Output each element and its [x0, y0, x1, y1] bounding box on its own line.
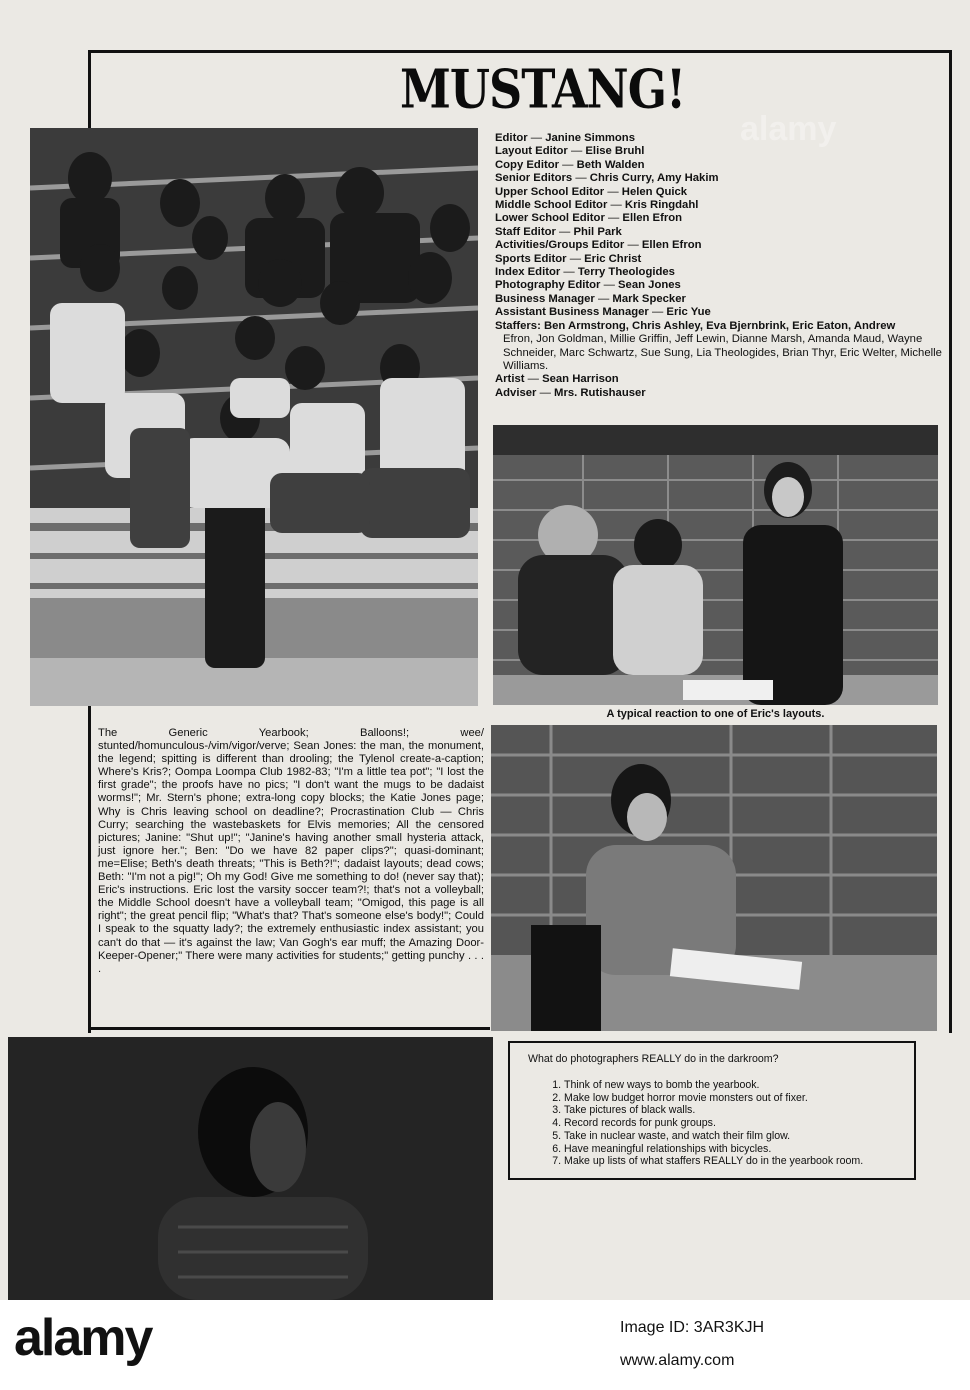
masthead-name: Sean Jones	[618, 279, 681, 292]
site-url: www.alamy.com	[620, 1352, 735, 1369]
masthead-role: Activities/Groups Editor	[495, 239, 625, 252]
dark-portrait-photo	[8, 1037, 493, 1300]
masthead-row	[495, 186, 945, 199]
masthead-name: Eric Christ	[584, 252, 642, 265]
list-item: 6. Have meaningful relationships with bicycles.	[564, 1143, 900, 1156]
student-writing-photo	[491, 725, 937, 1031]
list-item: 1. Think of new ways to bomb the yearbook.	[564, 1079, 900, 1092]
masthead-name: Chris Curry, Amy Hakim	[589, 172, 719, 185]
photo-caption: A typical reaction to one of Eric's layouts.	[606, 708, 825, 720]
masthead-name: Eric Yue	[666, 306, 711, 319]
image-id: Image ID: 3AR3KJH	[620, 1319, 765, 1336]
masthead-row	[495, 279, 945, 292]
list-item: 3. Take pictures of black walls.	[564, 1104, 900, 1117]
layout-reaction-photo	[493, 425, 938, 705]
masthead-name: Ellen Efron	[641, 239, 702, 252]
masthead-dash: —	[539, 386, 551, 399]
masthead-name: Phil Park	[573, 225, 622, 238]
page-title: MUSTANG!	[400, 58, 686, 121]
masthead-row	[495, 293, 945, 306]
masthead-role: Upper School Editor	[495, 185, 605, 198]
masthead-dash: —	[563, 266, 575, 279]
watermark-ghost: alamy	[740, 110, 837, 148]
story-text: The Generic Yearbook; Balloons!; wee/ stunted/homunculous-/vim/vigor/verve; Sean Jones: the man, the monument, the legend; spitting is different than drooling; the Tylenol create-a-caption; Where's Kris?; Oompa Loompa Club 1982-83; "I'm a little tea pot"; "I lost the first grade"; the proofs have no pics; "I don't want the mugs to be dadaist worms!"; Mr. Stern's phone; extra-long copy blocks; the Katie Jones page; Why is Chris leaving school on deadline?; Procrastination Club — Chris Curry; searching the wastebaskets for Elvis memories; All the censored pictures; Janine: "Shut up!"; "Janine's having another small hysteria attack, just ignore her."; Ben: "Do we have 82 paper clips?"; quasi-dominant; me=Elise; Beth's death threats; "This is Beth?!"; dadaist layouts; dead cows; Beth: "I'm not a pig!"; Oh my God! Give me something to do! (never say that); Eric's instructions. Eric lost the varsity soccer team?!; that's not a volleyball; the Middle School doesn't have a volleyball team; "Omigod, this page is all right"; the great pencil flip; "What's that? That's someone else's body!"; Could I speak to the squatty lady?; the extremely enthusiastic index assistant; you can't do that — it's against the law; Van Gogh's ear muff; the Amazing Door-Keeper-Opener;" There were many activities for students;" getting punchy . . . .	[98, 727, 484, 975]
darkroom-question: What do photographers REALLY do in the darkroom?	[528, 1053, 779, 1065]
page-border-bottom	[88, 1027, 490, 1030]
masthead-name: Terry Theologides	[577, 266, 675, 279]
masthead-dash: —	[610, 199, 622, 212]
masthead-row	[495, 212, 945, 225]
masthead-name: Elise Bruhl	[585, 145, 645, 158]
masthead-role: Middle School Editor	[495, 199, 608, 212]
list-item: 7. Make up lists of what staffers REALLY do in the yearbook room.	[564, 1155, 900, 1168]
masthead-role: Copy Editor	[495, 158, 560, 171]
staff-group-photo	[30, 128, 478, 706]
masthead-role: Editor	[495, 132, 528, 144]
masthead-row	[495, 253, 945, 266]
masthead-dash: —	[575, 172, 587, 185]
masthead-name: Mrs. Rutishauser	[554, 386, 646, 399]
staffers-names: Ben Armstrong, Chris Ashley, Eva Bjernbrink, Eric Eaton, Andrew	[543, 319, 896, 332]
masthead-row	[495, 172, 945, 185]
masthead-name: Sean Harrison	[542, 373, 619, 386]
masthead-dash: —	[562, 158, 574, 171]
staffers-label: Staffers:	[495, 319, 541, 332]
masthead-row	[495, 199, 945, 212]
masthead-role: Adviser	[495, 386, 537, 399]
masthead-row	[495, 226, 945, 239]
staff-masthead	[495, 132, 945, 400]
masthead-name: Ellen Efron	[622, 212, 683, 225]
masthead-role: Senior Editors	[495, 172, 573, 185]
masthead-dash: —	[530, 132, 543, 144]
masthead-role: Artist	[495, 373, 525, 386]
masthead-role: Sports Editor	[495, 252, 567, 265]
masthead-role: Photography Editor	[495, 279, 601, 292]
masthead-dash: —	[603, 279, 615, 292]
alamy-logo: alamy	[14, 1309, 152, 1367]
masthead-role: Layout Editor	[495, 145, 568, 158]
darkroom-list-box	[508, 1041, 916, 1180]
masthead-name: Janine Simmons	[545, 132, 635, 144]
masthead-row	[495, 266, 945, 279]
masthead-role: Assistant Business Manager	[495, 306, 649, 319]
masthead-dash: —	[527, 373, 539, 386]
list-item: 5. Take in nuclear waste, and watch their film glow.	[564, 1130, 900, 1143]
masthead-dash: —	[607, 212, 620, 225]
masthead-role: Index Editor	[495, 266, 561, 279]
list-item: 2. Make low budget horror movie monsters out of fixer.	[564, 1092, 900, 1105]
masthead-name: Helen Quick	[621, 185, 688, 198]
masthead-dash: —	[559, 225, 571, 238]
masthead-name: Mark Specker	[612, 292, 686, 305]
staffers-list	[495, 320, 945, 374]
masthead-row	[495, 145, 945, 158]
masthead-dash: —	[627, 239, 639, 252]
masthead-row	[495, 132, 945, 145]
masthead-row	[495, 387, 945, 400]
masthead-name: Kris Ringdahl	[624, 199, 699, 212]
masthead-dash: —	[597, 292, 610, 305]
masthead-dash: —	[569, 252, 581, 265]
masthead-row	[495, 306, 945, 319]
masthead-role: Staff Editor	[495, 225, 556, 238]
masthead-role: Business Manager	[495, 292, 595, 305]
masthead-row	[495, 239, 945, 252]
masthead-row	[495, 373, 945, 386]
list-item: 4. Record records for punk groups.	[564, 1117, 900, 1130]
masthead-name: Beth Walden	[576, 158, 645, 171]
masthead-dash: —	[570, 145, 583, 158]
masthead-dash: —	[651, 306, 664, 319]
masthead-role: Lower School Editor	[495, 212, 605, 225]
darkroom-list	[524, 1079, 900, 1168]
masthead-row	[495, 159, 945, 172]
staffers-names-continued: Efron, Jon Goldman, Millie Griffin, Jeff Lewin, Dianne Marsh, Amanda Maud, Wayne Schneider, Marc Schwartz, Sue Sung, Lia Theologides, Brian Thyr, Eric Welter, Michelle Williams.	[503, 333, 942, 372]
masthead-dash: —	[607, 185, 619, 198]
